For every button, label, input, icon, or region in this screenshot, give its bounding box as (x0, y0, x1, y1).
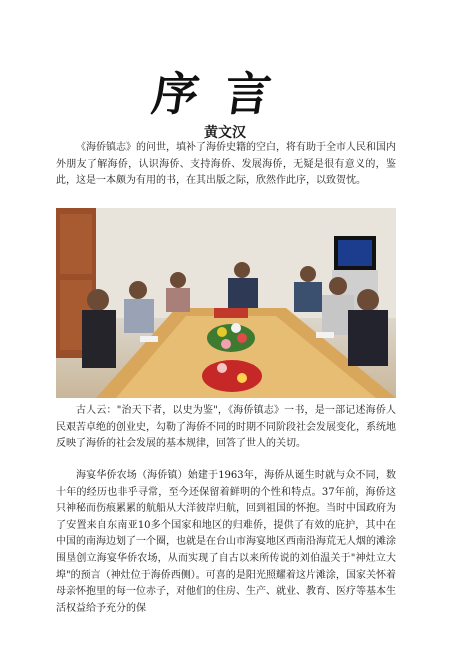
meeting-photo (56, 208, 396, 398)
paragraph-2: 古人云："治天下者，以史为鉴"，《海侨镇志》一书，是一部记述海侨人民艰苦卓绝的创业史，勾勒了海侨不同的时期不同阶段社会发展变化，系统地反映了海侨的社会发展的基本规律，回答了世人的关切。 (56, 405, 396, 450)
paragraph-3: 海宴华侨农场（海侨镇）始建于1963年，海侨从诞生时就与众不同，数十年的经历也非乎寻常，至今还保留着鲜明的个性和特点。37年前，海侨这只神秘而伤痕累累的航船从大洋彼岸归航，回到祖国的怀抱。当时中国政府为了安置来自东南亚10多个国家和地区的归难侨，提供了有效的庇护，其中在中国的南海边划了一个圈，也就是在台山市海宴地区西南沿海荒无人烟的滩涂围垦创立海宴华侨农场，从而实现了自古以来所传说的刘伯温关于"神灶立大埠"的预言（神灶位于海侨西侧）。可喜的是阳光照耀着这片滩涂，国家关怀着母亲怀抱里的每一位赤子，对他们的住房、生产、就业、教育、医疗等基本生活权益给予充分的保 (56, 470, 396, 614)
paragraph-1: 《海侨镇志》的问世，填补了海侨史籍的空白，将有助于全市人民和国内外朋友了解海侨，认识海侨、支持海侨、发展海侨，无疑是很有意义的，鉴此，这是一本颇为有用的书，在其出版之际，欣然作此序，以致贺忱。 (56, 142, 396, 187)
page-title: 序言 (148, 67, 301, 121)
author-name: 黄文汉 (204, 125, 246, 141)
